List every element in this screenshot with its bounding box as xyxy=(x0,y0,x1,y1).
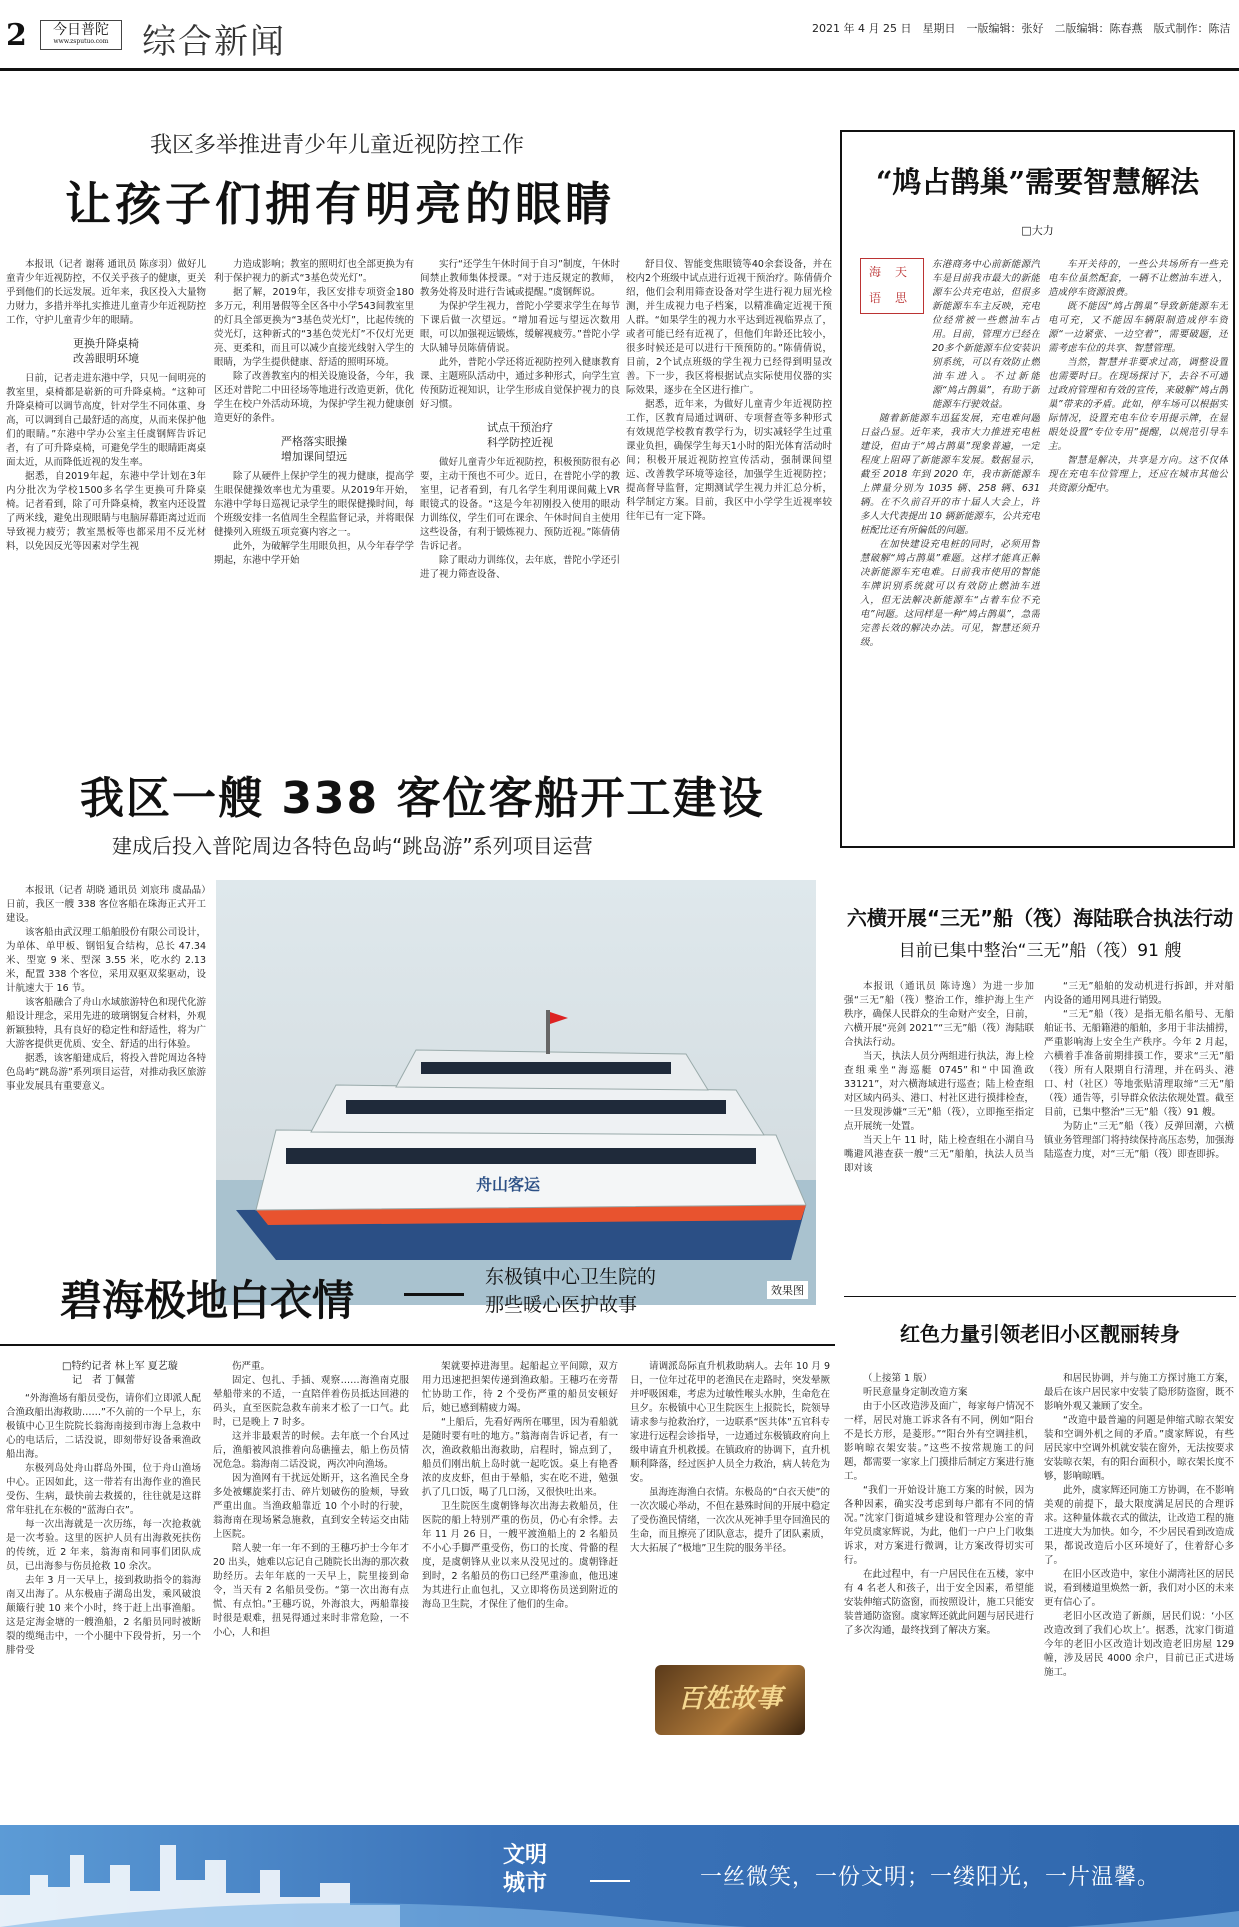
paragraph: （上接第 1 版） xyxy=(863,1373,933,1384)
article5-col1-paragraphs xyxy=(844,1372,1034,1638)
paragraph: 在旧小区改造中，家住小湖湾社区的居民说，看到楼道里焕然一新，我们对小区的未来更有信心了。 xyxy=(1044,1569,1234,1608)
commentary-author: □大力 xyxy=(1021,224,1054,237)
article3-subtitle: 目前已集中整治“三无”船（筏）91 艘 xyxy=(898,941,1182,961)
article4-dash xyxy=(404,1293,464,1296)
page-number: 2 xyxy=(6,18,27,53)
commentary-title: “鸠占鹊巢”需要智慧解法 xyxy=(875,165,1200,199)
article1-col2-paragraphs xyxy=(214,258,414,426)
article1-col4-paragraphs xyxy=(626,258,832,524)
paragraph: 日前，记者走进东港中学，只见一间明亮的教室里，桌椅都是崭新的可升降桌椅。“这种可升降桌椅可以调节高度，针对学生不同体重、身高，可以调到自己最舒适的高度，从而来保护他们的眼睛。”东港中学办公室主任虞钢辉告诉记者，有了可升降桌椅，可避免学生的眼睛距离桌面太近，从而降低近视的发生率。 xyxy=(6,373,206,468)
article5-title: 红色力量引领老旧小区靓丽转身 xyxy=(900,1322,1180,1346)
paragraph: 这并非最艰苦的时候。去年底一个台风过后，渔船被风浪推着向岛礁撞去，船上伤员情况危急。翁海南二话没说，两次冲向渔场。 xyxy=(213,1431,409,1470)
article4-col3-paragraphs xyxy=(422,1360,618,1612)
paragraph: 随着新能源车迅猛发展，充电难问题日益凸显。近年来，我市大力推进充电桩建设，但由于“鸠占鹊巢”现象普遍，一定程度上阻碍了新能源车发展。数据显示，截至 2018 年到 2020 年，我市新能源车上牌量分别为 1035 辆、258 辆、631 辆。在不久前召开的市十届人大会上，许多人大代表提出 10 辆新能源车，公共充电桩配比还有所偏低的问题。 xyxy=(860,413,1040,536)
article1-column-1 xyxy=(6,258,206,728)
article4-subtitle-line1: 东极镇中心卫生院的 xyxy=(485,1266,657,1288)
paragraph: 当然，智慧并非要求过高，调整设置也需要时日。在现场探讨下，去谷不可通过政府管理和有效的宣传，来破解“鸠占鹊巢”带来的矛盾。此如，停车场可以根据实际情况，设置充电车位专用提示牌，在显眼处设置“专位专用”提醒，以规范引导车主。 xyxy=(1048,357,1228,452)
paragraph: 车开关待的，一些公共场所有一些充电车位虽然配套，一辆不让燃油车进入，造成停车资源浪费。 xyxy=(1048,259,1228,298)
paragraph: 伤严重。 xyxy=(232,1361,271,1372)
article3-col2-paragraphs xyxy=(1044,980,1234,1162)
paragraph: 此外，为破解学生用眼负担，从今年春学学期起，东港中学开始 xyxy=(214,541,414,566)
civilized-city-badge: 文明 城市 xyxy=(502,1843,547,1896)
article1-col3b-paragraphs xyxy=(420,456,620,582)
paragraph: 因为渔网有干扰远处断开，这名渔民全身多处被螺旋桨打击、碎片划破伤的脸颊，导致严重出血。当渔政船靠近 10 个小时的行驶，翁海南在现场紧急施救，直到安全转运交由陆上医院。 xyxy=(213,1473,409,1540)
article1-column-2 xyxy=(214,258,414,728)
paragraph: 东港商务中心前新能源汽车是目前我市最大的新能源车公共充电站，但很多新能源车车主反映，充电位经常被一些燃油车占用。目前，管理方已经在20多个新能源车位安装识别系统，可以有效防止燃油车进入。不过新能源“鸠占鹊巢”，有助于新能源车行驶效益。 xyxy=(932,259,1040,410)
article4-title: 碧海极地白衣情 xyxy=(60,1276,355,1325)
paragraph: 该客船由武汉理工船舶股份有限公司设计，为单体、单甲板、钢铝复合结构，总长 47.34 米、型宽 9 米、型深 3.55 米，吃水约 2.13 米，配置 338 个客位，采用双驱双桨驱动，设计航速大于 16 节。 xyxy=(6,927,206,994)
article1-column-3 xyxy=(420,258,620,728)
article2-column-1 xyxy=(6,884,206,1304)
paragraph: 既不能因“鸠占鹊巢”导致新能源车无电可充，又不能因车辆限制造成停车资源“一边紧张、一边空着”，需要破题，还需考虑车位的共享、智慧管理。 xyxy=(1048,301,1228,354)
paragraph: 本报讯（记者 胡晓 通讯员 刘宸玮 虞晶晶）日前，我区一艘 338 客位客船在珠海正式开工建设。 xyxy=(6,885,206,924)
article2-col1-paragraphs xyxy=(6,884,206,1094)
column-seal: 海天语思 xyxy=(860,258,924,314)
article4-column-2 xyxy=(213,1360,409,1812)
paragraph: 本报讯（记者 谢蒋 通讯员 陈彦羽）做好儿童青少年近视防控，不仅关乎孩子的健康，更关乎到他们的长远发展。近年来，我区投入大量物力财力，多措并举扎实推进儿童青少年近视防控工作，守护儿童青少年的眼睛。 xyxy=(6,259,206,326)
banner-divider xyxy=(590,1880,630,1882)
paper-url: www.zsputuo.com xyxy=(53,38,109,45)
article4-col1-paragraphs xyxy=(6,1392,201,1658)
ship-illustration xyxy=(216,880,816,1305)
article1-subhead-3: 试点干预治疗 科学防控近视 xyxy=(487,421,553,449)
paragraph: “改造中最普遍的问题是伸缩式晾衣架安装和空调外机之间的矛盾。”虞家辉说，有些居民家中空调外机就安装在窗外，无法按要求安装晾衣架，有的阳台面积小，晾衣架长度不够，影响晾晒。 xyxy=(1044,1415,1234,1482)
article4-byline: □特约记者 林上军 夏艺璇 记 者 丁佩蕾 xyxy=(62,1361,178,1386)
commentary-column-2 xyxy=(1048,258,1228,840)
paragraph: 据悉，自2019年起，东港中学计划在3年内分批次为学校1500多名学生更换可升降桌椅。记者看到，除了可升降桌椅，教室内还设置了两米线，避免出现眼睛与电脑屏幕距离过近而导致视力疲劳；教室黑板等也都采用不反光材料，以免因反光等因素对学生视 xyxy=(6,471,206,552)
paragraph: 此外，虞家辉还同施工方协调，在不影响美观的前提下，最大限度满足居民的合理诉求。这种量体裁衣式的做法，让改造工程的施工进度大为加快。如今，不少居民看到改造成果，都说改造后小区环境好了，住着舒心多了。 xyxy=(1044,1485,1234,1566)
article1-kicker: 我区多举推进青少年儿童近视防控工作 xyxy=(150,133,525,158)
paragraph: “我们一开始设计施工方案的时候，因为各种因素，确实没考虑到每户都有不同的情况。”沈家门街道城乡建设和管理办公室的青年党员虞家辉说，为此，他们一户户上门收集诉求，对方案进行微调，让方案改得切实可行。 xyxy=(844,1485,1034,1566)
photo-caption: 效果图 xyxy=(767,1281,808,1299)
article2-title: 我区一艘 338 客位客船开工建设 xyxy=(80,773,765,824)
paragraph: “三无”船（筏）是指无船名船号、无船舶证书、无船籍港的船舶，多用于非法捕捞，严重影响海上安全生产秩序。今年 2 月起，六横着手准备前期排摸工作，要求“三无”船（筏）所有人限期自行清理，并在码头、港口、村（社区）等地张贴清理取缔“三无”船（筏）通告等，引导群众依法依规处置。截至目前，已集中整治“三无”船（筏）91 艘。 xyxy=(1044,1009,1234,1118)
commentary-col1-paragraphs xyxy=(860,258,1040,650)
paragraph: 和居民协调，并与施工方探讨施工方案，最后在该户居民家中安装了隐形防盗窗，既不影响外观又兼顾了安全。 xyxy=(1044,1373,1234,1412)
paragraph: 老旧小区改造了新颜，居民们说：‘小区改造改到了我们心坎上’。据悉，沈家门街道今年的老旧小区改造计划改造老旧房屋 129 幢，涉及居民 4000 余户，目前已正式进场施工。 xyxy=(1044,1611,1234,1678)
paragraph: 据了解，2019年，我区安排专项资金180多万元，利用暑假等全区各中小学543间教室里的灯具全部更换为“3基色荧光灯”，比起传统的荧光灯，这种新式的“3基色荧光灯”不仅灯光更亮、更柔和，而且可以减少直接光线射入学生的眼睛，为学生提供健康、舒适的照明环境。 xyxy=(214,287,414,368)
paragraph: 实行“还学生午休时间于自习”制度，午休时间禁止教师集体授课。“对于违反规定的教师，教务处将及时进行告诫或提醒。”虞钢辉说。 xyxy=(420,259,620,298)
paragraph: 此外，普陀小学还将近视防控列入健康教育课、主题班队活动中，通过多种形式，向学生宣传预防近视知识，让学生形成自觉保护视力的良好习惯。 xyxy=(420,357,620,410)
article2-subtitle: 建成后投入普陀周边各特色岛屿“跳岛游”系列项目运营 xyxy=(112,834,593,858)
paragraph: 听民意量身定制改造方案 xyxy=(863,1387,968,1398)
article4-col2-paragraphs xyxy=(213,1360,409,1640)
section-name: 综合新闻 xyxy=(142,22,286,62)
paragraph: 智慧是解决，共享是方向。这不仅体现在充电车位管理上，还应在城市其他公共资源分配中。 xyxy=(1048,455,1228,494)
commentary-col2-paragraphs xyxy=(1048,258,1228,496)
article3-column-2 xyxy=(1044,980,1234,1350)
article3-column-1 xyxy=(844,980,1034,1350)
article5-column-1 xyxy=(844,1372,1034,1812)
paragraph: 当天上午 11 时，陆上检查组在小湖自马嘴避风港查获一艘“三无”船舶，执法人员当即对该 xyxy=(844,1135,1034,1174)
paragraph: “三无”船舶的发动机进行拆卸，并对船内设备的通用网具进行销毁。 xyxy=(1044,981,1234,1006)
article1-subhead-1: 更换升降桌椅 改善眼明环境 xyxy=(73,337,139,365)
paper-name: 今日普陀 xyxy=(53,22,109,38)
paragraph: 当天，执法人员分两组进行执法，海上检查组乘坐“海巡艇 0745”和“中国渔政 33121”，对六横海域进行巡查；陆上检查组对区域内码头、港口、村社区进行摸排检查，一旦发现涉嫌“三无”船（筏），立即拖至指定点开展统一处置。 xyxy=(844,1051,1034,1132)
masthead xyxy=(0,0,1239,80)
paragraph: 除了从硬件上保护学生的视力健康，提高学生眼保健操效率也尤为重要。从2019年开始，东港中学每日巡视记录学生的眼保健操时间，每个班级安排一名值周生全程监督记录，并将眼保健操列入班级五项竞赛内容之一。 xyxy=(214,471,414,538)
paragraph: 据悉，近年来，为做好儿童青少年近视防控工作，区教育局通过调研、专项督查等多种形式有效规范学校教育教学行为，切实减轻学生过重课业负担，确保学生每天1小时的阳光体育活动时间；积极开展近视防控宣传活动，强制课间望远、改善教学环境等途径，加强学生近视防控；提高督导监督，定期测试学生视力并汇总分析，科学制定方案。目前，我区中小学学生近视率较往年已有一定下降。 xyxy=(626,399,832,522)
article4-column-1 xyxy=(6,1392,201,1812)
paragraph: 舒目仪、智能变焦眼镜等40余套设备，并在校内2个班级中试点进行近视干预治疗。陈倩倩介绍，他们会利用筛查设备对学生进行视力屈光检测，并生成视力电子档案，以精准确定近视干预人群。“如果学生的视力水平达到近视临界点了，或者可能已经有近视了，但他们年龄还比较小，很多时候还是可以进行干预预防的。”陈倩倩说，目前，2个试点班级的学生视力已经得到明显改善。下一步，我区将根据试点实际使用仪器的实际效果，逐步在全区进行推广。 xyxy=(626,259,832,396)
paragraph: 卫生院医生虞朝锋每次出海去救船员，住医院的船上特别严重的伤员，仍心有余悸。去年 11 月 26 日，一艘平渡渔船上的 2 名船员不小心手脚严重受伤，伤口的长度、骨骼的程度，是虞朝锋从业以来从没见过的。虞朝锋赶到时，2 名船员的伤口已经严重渗血，他迅速为其进行止血包扎，又立即将伤员送到附近的海岛卫生院，才保住了他们的生命。 xyxy=(422,1501,618,1610)
paragraph: 虽海连海渔白衣情。东极岛的“白衣天使”的一次次暖心举动，不但在悬殊时间的开展中稳定了受伤渔民情绪，一次次从死神手里夺回渔民的生命，而且擦亮了团队意志，提升了团队素质，大大拓展了“极地”卫生院的服务半径。 xyxy=(630,1487,830,1554)
article4-column-4 xyxy=(630,1360,830,1660)
paragraph: 力造成影响；教室的照明灯也全部更换为有利于保护视力的新式“3基色荧光灯”。 xyxy=(214,259,414,284)
paragraph: “上船后，先看好两所在哪里，因为看船就是随时要有吐的地方。”翁海南告诉记者，有一次，渔政救船出海救助，启程时，锦点到了，船员们刚出航上岛时就一起吃饭。桌上有艳香浓的皮皮虾，但由于晕船，实在吃不进，勉强扒了几口饭，喝了几口汤，又很快吐出来。 xyxy=(422,1417,618,1498)
paragraph: 为保护学生视力，普陀小学要求学生在每节下课后做一次望远。“增加看远与望远次数用眼，可以加强视远锻炼，缓解视疲劳。”普陀小学大队辅导员陈倩倩说。 xyxy=(420,301,620,354)
article5-rule xyxy=(844,1296,1236,1297)
paper-logo xyxy=(40,20,122,50)
article1-col2b-paragraphs xyxy=(214,470,414,568)
paragraph: 做好儿童青少年近视防控，积极预防很有必要，主动干预也不可少。近日，在普陀小学的教室里，记者看到，有几名学生利用课间戴上VR眼镜式的设备。“这是今年初刚投入使用的眼动力训练仪，学生们可在课余、午休时间自主使用这些设备，有利于锻炼视力、预防近视。”陈倩倩告诉记者。 xyxy=(420,457,620,552)
paragraph: 为防止“三无”船（筏）反弹回潮，六横镇业务管理部门将持续保持高压态势，加强海陆巡查力度，对“三无”船（筏）即查即拆。 xyxy=(1044,1121,1234,1160)
article4-col4-paragraphs xyxy=(630,1360,830,1556)
ship-name-label: 舟山客运 xyxy=(476,1175,541,1194)
paragraph: 东极列岛处舟山群岛外围，位于舟山渔场中心。正因如此，这一带若有出海作业的渔民受伤、生病，最快前去救援的，往往就是这群常年驻扎在东极的“蓝海白衣”。 xyxy=(6,1463,201,1516)
article1-subhead-2: 严格落实眼操 增加课间望远 xyxy=(281,435,347,463)
paragraph: 由于小区改造涉及面广，每家每户情况不一样，居民对施工诉求各有不同，例如“阳台不是长方形，是菱形。”“阳台外有空调挂机，影响晾衣架安装。”这些不按常规施工的问题，都需要一家家上门摸排后制定方案进行施工。 xyxy=(844,1401,1034,1482)
paragraph: 陪人驶一年一年不到的王穗巧护士今年才 20 出头，她难以忘记自己随院长出海的那次救助经历。去年年底的一天早上，院里接到命令，当天有 2 名船员受伤。“第一次出海有点慌、有点怕。”王穗巧说，外海浪大，两船靠接时很是艰难，扭晃得通过来时非常危险，一不小心，人和担 xyxy=(213,1543,409,1638)
paragraph: 固定、包扎、手插、观察……海渔南克服晕船带来的不适，一直陪伴着伤员抵达回港的码头，直至医院急救车前来才松了一口气。此时，已是晚上 7 时多。 xyxy=(213,1375,409,1428)
paragraph: 架就要掉进海里。起船起立平间隙，双方用力迅速把担架传递到渔政船。王穗巧在旁帮忙协助工作，待 2 个受伤严重的船员安顿好后，她已感到精疲力竭。 xyxy=(422,1361,618,1414)
paragraph: 每一次出海就是一次历练，每一次抢救就是一次考验。这里的医护人员有出海救死扶伤的传统，近 2 年来，翁海南和同事们团队成员，已出海参与伤员抢救 10 余次。 xyxy=(6,1519,201,1572)
date-line: 2021 年 4 月 25 日 星期日 一版编辑：张好 二版编辑：陈春燕 版式制作：陈洁 xyxy=(812,22,1231,35)
article5-column-2 xyxy=(1044,1372,1234,1812)
paragraph: “外海渔场有船员受伤，请你们立即派人配合渔政船出海救助……”不久前的一个早上，东极镇中心卫生院院长翁海南接到市海上急救中心的电话后，二话没说，即刻带好设备乘渔政船出海。 xyxy=(6,1393,201,1460)
article1-column-4 xyxy=(626,258,832,728)
article3-col1-paragraphs xyxy=(844,980,1034,1176)
paragraph: 除了改善教室内的相关设施设备，今年，我区还对普陀二中田径场等地进行改造更新，优化学生在校户外活动环境，为保护学生视力健康创造更好的条件。 xyxy=(214,371,414,424)
article4-subtitle-line2: 那些暖心医护故事 xyxy=(485,1294,638,1316)
article1-col3-paragraphs xyxy=(420,258,620,412)
paragraph: 请调派岛际直升机救助病人。去年 10 月 9 日，一位年过花甲的老渔民在走路时，突发晕厥并呼吸困难，考虑为过敏性喉头水肿，生命危在旦夕。东极镇中心卫生院医生上报院长，院领导请求参与抢救治疗，一边联系“医共体”五官科专家进行远程会诊指导，一边通过东极镇政府向上级申请直升机救援。在镇政府的协调下，直升机顺利降落，经过医护人员全力救治，病人转危为安。 xyxy=(630,1361,830,1484)
paragraph: 除了眼动力训练仪，去年底，普陀小学还引进了视力筛查设备、 xyxy=(420,555,620,580)
article4-column-3 xyxy=(422,1360,618,1812)
story-column-badge: 百姓故事 xyxy=(655,1665,805,1735)
article1-title: 让孩子们拥有明亮的眼睛 xyxy=(65,177,615,231)
paragraph: 该客船融合了舟山水域旅游特色和现代化游船设计理念，采用先进的玻璃钢复合材料，外观新颖独特，具有良好的稳定性和舒适性，将为广大游客提供更优质、安全、舒适的出行体验。 xyxy=(6,997,206,1050)
paragraph: 据悉，该客船建成后，将投入普陀周边各特色岛屿“跳岛游”系列项目运营，对推动我区旅游事业发展具有重要意义。 xyxy=(6,1053,206,1092)
banner-slogan: 一丝微笑，一份文明；一缕阳光，一片温馨。 xyxy=(700,1865,1161,1890)
paragraph: 本报讯（通讯员 陈诗逸）为进一步加强“三无”船（筏）整治工作，维护海上生产秩序，确保人民群众的生命财产安全，日前，六横开展“亮剑 2021”“三无”船（筏）海陆联合执法行动。 xyxy=(844,981,1034,1048)
article3-title: 六横开展“三无”船（筏）海陆联合执法行动 xyxy=(846,906,1234,930)
paragraph: 去年 3 月一天早上，接到救助指令的翁海南又出海了。从东极庙子湖岛出发，乘风破浪颠簸行驶 10 来个小时，终于赶上出事渔船。这是定海金塘的一艘渔船，2 名船员同时被断裂的缆绳击中，一个小腿中下段骨折，另一个腓骨受 xyxy=(6,1575,201,1656)
article1-col1b-paragraphs xyxy=(6,372,206,554)
ship-rendering-photo xyxy=(216,880,816,1305)
paragraph: 在加快建设充电桩的同时，必须用智慧破解“鸠占鹊巢”难题。这样才能真正解决新能源车充电难。日前我市使用的智能车牌识别系统就可以有效防止燃油车进入，但无法解决新能源车“占着车位不充电”问题。这同样是一种“鸠占鹊巢”，急需完善长效的解决办法。可见，智慧还须升级。 xyxy=(860,539,1040,648)
header-rule xyxy=(0,68,1239,71)
commentary-column-1 xyxy=(860,258,1040,840)
article1-col1-paragraphs xyxy=(6,258,206,328)
article5-col2-paragraphs xyxy=(1044,1372,1234,1680)
article4-rule xyxy=(0,1344,835,1346)
paragraph: 在此过程中，有一户居民住在五楼，家中有 4 名老人和孩子，出于安全因素，希望能安装伸缩式防盗窗，而按照设计，施工只能安装普通防盗窗。虞家辉还就此问题与居民进行了多次沟通，最终找到了解决方案。 xyxy=(844,1569,1034,1636)
